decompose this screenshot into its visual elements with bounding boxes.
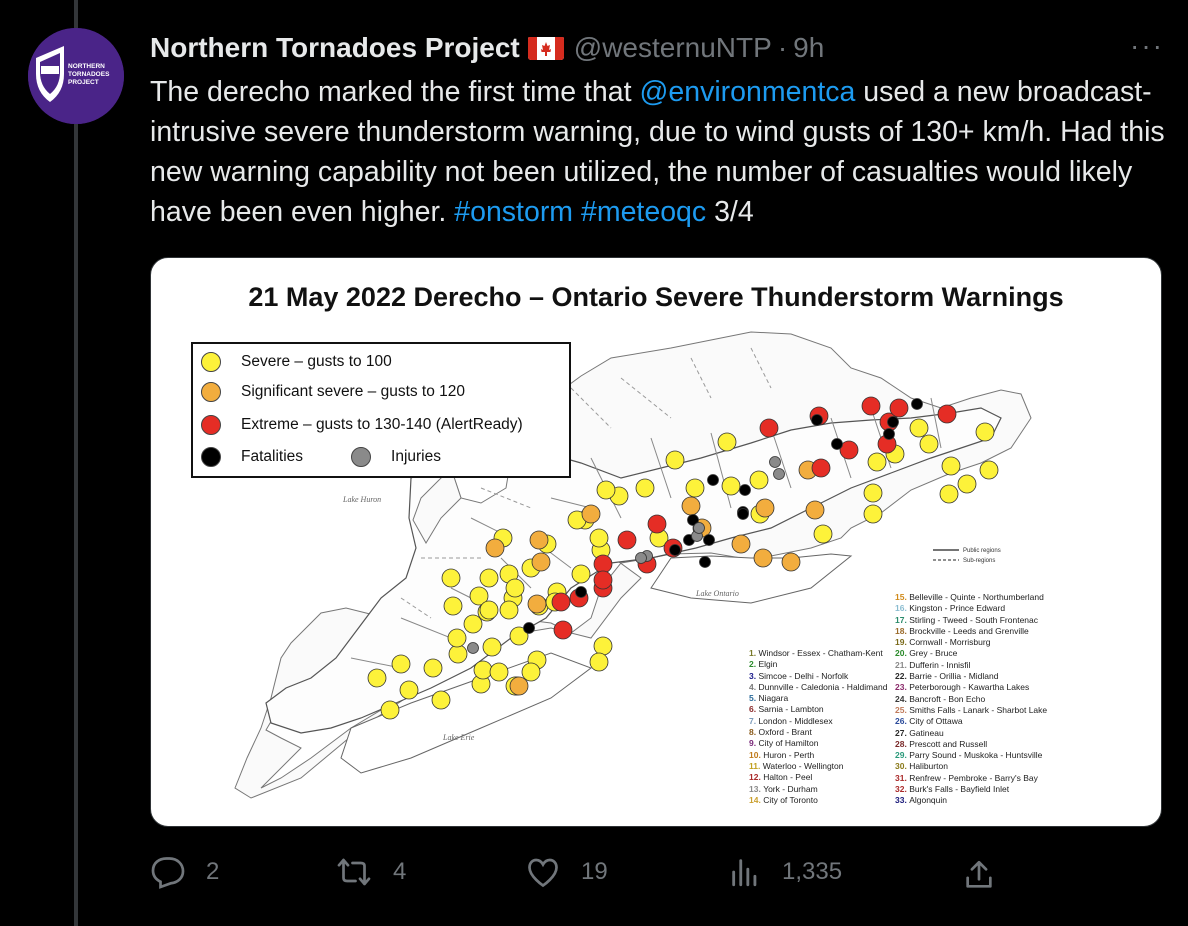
fatality-marker xyxy=(812,415,823,426)
significant-marker xyxy=(782,553,800,571)
region-list-item: 14. City of Toronto xyxy=(749,794,818,805)
significant-marker xyxy=(756,499,774,517)
severe-marker xyxy=(750,471,768,489)
region-list-item: 30. Haliburton xyxy=(895,761,948,772)
public-regions-label: Public regions xyxy=(963,548,1001,554)
severe-marker xyxy=(864,484,882,502)
region-list-item: 28. Prescott and Russell xyxy=(895,738,988,749)
fatality-dot-icon xyxy=(201,447,221,467)
severe-marker xyxy=(392,655,410,673)
extreme-marker xyxy=(760,419,778,437)
region-list-item: 13. York - Durham xyxy=(749,783,818,794)
fatality-marker xyxy=(704,535,715,546)
injury-marker xyxy=(770,457,781,468)
fatality-marker xyxy=(888,417,899,428)
reply-button[interactable] xyxy=(150,848,219,896)
author-handle[interactable]: @westernuNTP xyxy=(573,32,772,63)
extreme-marker xyxy=(552,593,570,611)
severe-marker xyxy=(722,477,740,495)
injury-marker xyxy=(694,523,705,534)
extreme-dot-icon xyxy=(201,415,221,435)
region-list-item: 32. Burk's Falls - Bayfield Inlet xyxy=(895,784,1010,795)
region-list-item: 18. Brockville - Leeds and Grenville xyxy=(895,625,1029,636)
extreme-marker xyxy=(862,397,880,415)
significant-marker xyxy=(528,595,546,613)
view-count: 1,335 xyxy=(782,858,843,885)
severe-marker xyxy=(572,565,590,583)
extreme-marker xyxy=(594,555,612,573)
legend-injuries: Injuries xyxy=(391,448,441,465)
region-list-left xyxy=(749,648,887,806)
region-list-item: 3. Simcoe - Delhi - Norfolk xyxy=(749,670,849,681)
severe-marker xyxy=(522,663,540,681)
significant-marker xyxy=(682,497,700,515)
share-button[interactable] xyxy=(962,858,996,897)
severe-marker xyxy=(480,601,498,619)
severe-marker xyxy=(958,475,976,493)
lake-huron-label: Lake Huron xyxy=(343,495,382,504)
fatality-marker xyxy=(524,623,535,634)
fatality-marker xyxy=(884,429,895,440)
significant-marker xyxy=(486,539,504,557)
severe-marker xyxy=(814,525,832,543)
severe-marker xyxy=(920,435,938,453)
severe-marker xyxy=(490,663,508,681)
avatar-text-2: TORNADOES xyxy=(68,71,110,78)
timestamp[interactable]: 9h xyxy=(793,32,825,63)
severe-marker xyxy=(474,661,492,679)
extreme-marker xyxy=(648,515,666,533)
canada-flag-icon xyxy=(528,36,564,60)
legend-row-casualties xyxy=(201,447,441,467)
map-legend xyxy=(191,342,571,478)
severe-marker xyxy=(590,653,608,671)
significant-marker xyxy=(754,549,772,567)
heart-icon xyxy=(525,854,561,890)
region-list-item: 17. Stirling - Tweed - South Frontenac xyxy=(895,614,1039,625)
more-options-button[interactable]: ··· xyxy=(1130,30,1164,61)
region-list-item: 31. Renfrew - Pembroke - Barry's Bay xyxy=(895,772,1038,783)
legend-row-severe xyxy=(201,352,392,372)
significant-marker xyxy=(582,505,600,523)
severe-marker xyxy=(368,669,386,687)
injury-marker xyxy=(468,643,479,654)
tweet-text-part-3: 3/4 xyxy=(706,196,754,228)
avatar[interactable] xyxy=(28,28,124,124)
legend-row-extreme xyxy=(201,415,523,435)
region-list-item: 8. Oxford - Brant xyxy=(749,727,812,738)
region-list-item: 15. Belleville - Quinte - Northumberland xyxy=(895,592,1044,602)
extreme-marker xyxy=(812,459,830,477)
severe-marker xyxy=(442,569,460,587)
fatality-marker xyxy=(738,509,749,520)
region-list-item: 27. Gatineau xyxy=(895,727,944,738)
region-list-item: 26. City of Ottawa xyxy=(895,716,963,727)
fatality-marker xyxy=(912,399,923,410)
hashtag-meteoqc[interactable]: #meteoqc xyxy=(580,196,707,228)
share-icon xyxy=(962,858,996,892)
region-list-item: 10. Huron - Perth xyxy=(749,749,815,760)
extreme-marker xyxy=(890,399,908,417)
significant-dot-icon xyxy=(201,382,221,402)
region-list-item: 21. Dufferin - Innisfil xyxy=(895,659,971,670)
significant-marker xyxy=(530,531,548,549)
severe-marker xyxy=(666,451,684,469)
region-list-item: 6. Sarnia - Lambton xyxy=(749,704,824,715)
severe-marker xyxy=(718,433,736,451)
retweet-button[interactable] xyxy=(335,848,406,896)
region-list-item: 29. Parry Sound - Muskoka - Huntsville xyxy=(895,750,1043,761)
region-list-item: 7. London - Middlesex xyxy=(749,715,833,726)
region-list-item: 5. Niagara xyxy=(749,693,789,704)
severe-marker xyxy=(483,638,501,656)
fatality-marker xyxy=(576,587,587,598)
severe-marker xyxy=(448,629,466,647)
severe-marker xyxy=(424,659,442,677)
legend-significant: Significant severe – gusts to 120 xyxy=(241,383,466,400)
significant-marker xyxy=(510,677,528,695)
severe-marker xyxy=(686,479,704,497)
retweet-icon xyxy=(335,854,373,890)
severe-marker xyxy=(976,423,994,441)
severe-marker xyxy=(940,485,958,503)
severe-marker xyxy=(594,637,612,655)
severe-marker xyxy=(597,481,615,499)
region-list-item: 20. Grey - Bruce xyxy=(895,648,958,659)
severe-marker xyxy=(381,701,399,719)
region-list-item: 9. City of Hamilton xyxy=(749,738,819,749)
region-list-item: 22. Barrie - Orillia - Midland xyxy=(895,671,999,682)
injury-marker xyxy=(636,553,647,564)
region-list-item: 1. Windsor - Essex - Chatham-Kent xyxy=(749,648,883,658)
severe-marker xyxy=(864,505,882,523)
legend-row-significant xyxy=(201,382,465,402)
thread-line xyxy=(74,0,78,926)
severe-marker xyxy=(636,479,654,497)
tweet-text-part-1: The derecho marked the first time that xyxy=(150,76,640,108)
region-list-item: 23. Peterborough - Kawartha Lakes xyxy=(895,682,1030,693)
sub-regions-label: Sub-regions xyxy=(963,558,996,564)
hashtag-onstorm[interactable]: #onstorm xyxy=(454,196,574,228)
analytics-icon xyxy=(728,854,762,890)
like-button[interactable] xyxy=(525,848,608,896)
region-list-item: 19. Cornwall - Morrisburg xyxy=(895,637,991,648)
avatar-text-3: PROJECT xyxy=(68,79,99,86)
region-list-item: 33. Algonquin xyxy=(895,795,947,806)
significant-marker xyxy=(732,535,750,553)
severe-marker xyxy=(449,645,467,663)
extreme-marker xyxy=(554,621,572,639)
severe-marker xyxy=(506,579,524,597)
significant-marker xyxy=(806,501,824,519)
extreme-marker xyxy=(618,531,636,549)
injury-marker xyxy=(774,469,785,480)
lake-erie-label: Lake Erie xyxy=(443,733,475,742)
severe-marker xyxy=(868,453,886,471)
region-list-item: 11. Waterloo - Wellington xyxy=(749,760,844,771)
mention-link[interactable]: @environmentca xyxy=(639,76,856,108)
severe-marker xyxy=(910,419,928,437)
severe-marker xyxy=(590,529,608,547)
severe-marker xyxy=(464,615,482,633)
map-title: 21 May 2022 Derecho – Ontario Severe Thunderstorm Warnings xyxy=(248,282,1064,312)
severe-marker xyxy=(444,597,462,615)
tweet-text-part-2: used a new broadcast-intrusive severe thunderstorm warning, due to wind gusts of 130+ km/h. Had this new warning capability not been utilized, the number of casualties would likely have been even higher. xyxy=(150,76,1165,228)
severe-marker xyxy=(400,681,418,699)
fatality-marker xyxy=(832,439,843,450)
lake-ontario xyxy=(651,554,851,603)
region-list-item: 24. Bancroft - Bon Echo xyxy=(895,693,986,704)
region-list-item: 4. Dunnville - Caledonia - Haldimand xyxy=(749,681,888,692)
region-list-right xyxy=(895,592,1047,807)
tweet-image[interactable] xyxy=(150,257,1162,827)
extreme-marker xyxy=(938,405,956,423)
severe-marker xyxy=(942,457,960,475)
fatality-marker xyxy=(700,557,711,568)
region-list-item: 16. Kingston - Prince Edward xyxy=(895,603,1006,614)
lake-ontario-label: Lake Ontario xyxy=(696,589,739,598)
reply-icon xyxy=(150,854,186,890)
injury-dot-icon xyxy=(351,447,371,467)
avatar-text-1: NORTHERN xyxy=(68,63,105,70)
region-list-item: 25. Smiths Falls - Lanark - Sharbot Lake xyxy=(895,704,1048,715)
action-bar xyxy=(150,848,1010,896)
like-count: 19 xyxy=(581,858,608,885)
region-list-item: 2. Elgin xyxy=(749,659,778,670)
legend-extreme: Extreme – gusts to 130-140 (AlertReady) xyxy=(241,416,523,433)
tweet-header xyxy=(150,30,1168,66)
severe-marker xyxy=(500,601,518,619)
legend-fatalities: Fatalities xyxy=(241,448,304,465)
severe-marker xyxy=(480,569,498,587)
extreme-marker xyxy=(594,571,612,589)
views-button[interactable] xyxy=(728,848,842,896)
fatality-marker xyxy=(740,485,751,496)
legend-severe: Severe – gusts to 100 xyxy=(241,353,392,370)
severe-dot-icon xyxy=(201,352,221,372)
fatality-marker xyxy=(708,475,719,486)
region-list-item: 12. Halton - Peel xyxy=(749,772,813,783)
author-name[interactable]: Northern Tornadoes Project xyxy=(150,32,520,63)
tweet-text xyxy=(150,72,1170,232)
reply-count: 2 xyxy=(206,858,220,885)
retweet-count: 4 xyxy=(393,858,407,885)
severe-marker xyxy=(980,461,998,479)
severe-marker xyxy=(432,691,450,709)
avatar-logo-icon xyxy=(28,28,124,124)
separator-dot: · xyxy=(777,32,788,63)
fatality-marker xyxy=(670,545,681,556)
significant-marker xyxy=(532,553,550,571)
